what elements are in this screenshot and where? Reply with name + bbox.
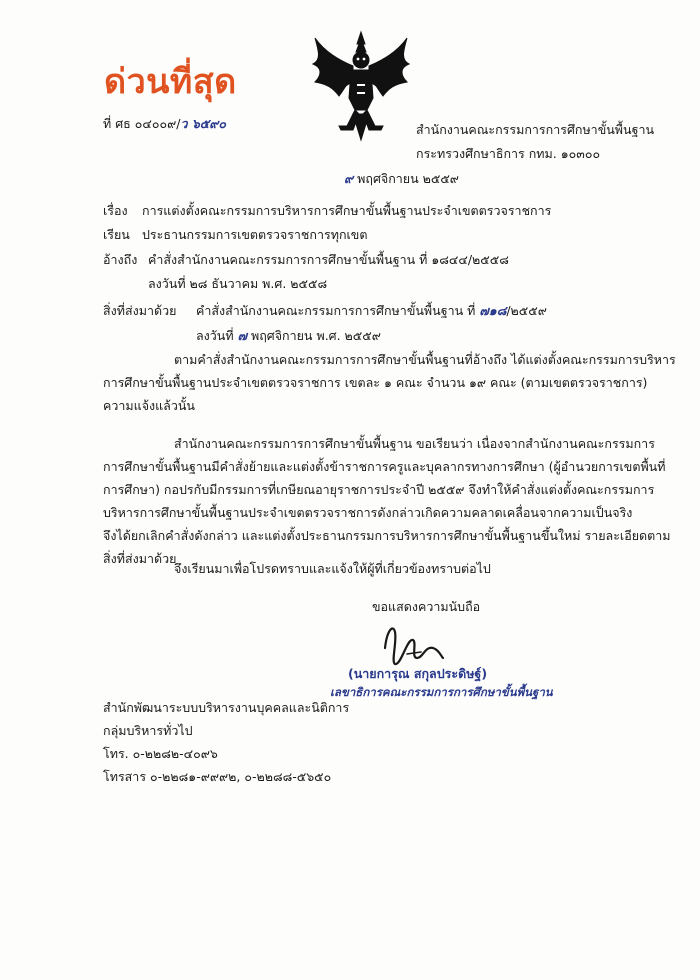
- signer-title: เลขาธิการคณะกรรมการการศึกษาขั้นพื้นฐาน: [330, 685, 553, 699]
- enclosure-line-2: [196, 328, 381, 344]
- enclosure-label: สิ่งที่ส่งมาด้วย: [103, 303, 177, 318]
- enclosure-line-1-suffix: /๒๕๕๙: [506, 303, 547, 318]
- signature-icon: [377, 618, 447, 670]
- paragraph-2-line-1: สำนักงานคณะกรรมการการศึกษาขั้นพื้นฐาน ขอเรียนว่า เนื่องจากสำนักงานคณะกรรมการ: [174, 436, 655, 451]
- sender-line-2: กระทรวงศึกษาธิการ กทม. ๑๐๓๐๐: [416, 146, 601, 161]
- signer-name: (นายการุณ สกุลประดิษฐ์): [348, 666, 488, 681]
- doc-number: [103, 116, 226, 132]
- paragraph-2-line-5: จึงได้ยกเลิกคำสั่งดังกล่าว และแต่งตั้งประธานกรรมการบริหารการศึกษาขั้นพื้นฐานขึ้นใหม่ รายละเอียดตาม: [103, 528, 671, 543]
- reference-line-2: ลงวันที่ ๒๘ ธันวาคม พ.ศ. ๒๕๕๘: [148, 276, 328, 291]
- garuda-emblem-icon: [309, 30, 413, 142]
- enclosure-line-1: [196, 303, 547, 319]
- enclosure-line-1-prefix: คำสั่งสำนักงานคณะกรรมการการศึกษาขั้นพื้นฐาน ที่: [196, 303, 476, 318]
- urgency-stamp: ด่วนที่สุด: [104, 62, 237, 102]
- subject-label: เรื่อง: [103, 203, 128, 218]
- recipient-label: เรียน: [103, 227, 130, 242]
- footer-phone: โทร. ๐-๒๒๘๒-๔๐๙๖: [103, 746, 218, 761]
- recipient-text: ประธานกรรมการเขตตรวจราชการทุกเขต: [142, 227, 368, 242]
- letter-date: [344, 171, 459, 187]
- date-day-handwritten: ๙: [344, 171, 354, 186]
- paragraph-1-line-2: การศึกษาขั้นพื้นฐานประจำเขตตรวจราชการ เขตละ ๑ คณะ จำนวน ๑๙ คณะ (ตามเขตตรวจราชการ): [103, 375, 648, 390]
- doc-number-prefix: ที่ ศธ ๐๔๐๐๙/: [103, 116, 181, 131]
- sender-line-1: สำนักงานคณะกรรมการการศึกษาขั้นพื้นฐาน: [416, 122, 655, 137]
- paragraph-3: จึงเรียนมาเพื่อโปรดทราบและแจ้งให้ผู้ที่เกี่ยวข้องทราบต่อไป: [174, 561, 491, 576]
- paragraph-1-line-3: ความแจ้งแล้วนั้น: [103, 398, 195, 413]
- footer-office: สำนักพัฒนาระบบบริหารงานบุคคลและนิติการ: [103, 700, 350, 715]
- enclosure-line-2-suffix: พฤศจิกายน พ.ศ. ๒๕๕๙: [250, 328, 381, 343]
- footer-group: กลุ่มบริหารทั่วไป: [103, 723, 193, 738]
- paragraph-2-line-4: บริหารการศึกษาขั้นพื้นฐานประจำเขตตรวจราชการดังกล่าวเกิดความคลาดเคลื่อนจากความเป็นจริง: [103, 505, 633, 520]
- enclosure-day-handwritten: ๗: [237, 328, 247, 343]
- paragraph-1-line-1: ตามคำสั่งสำนักงานคณะกรรมการการศึกษาขั้นพื้นฐานที่อ้างถึง ได้แต่งตั้งคณะกรรมการบริหาร: [174, 352, 676, 367]
- enclosure-line-2-prefix: ลงวันที่: [196, 328, 234, 343]
- enclosure-number-handwritten: ๗๑๘: [479, 303, 507, 318]
- paragraph-2-line-2: การศึกษาขั้นพื้นฐานมีคำสั่งย้ายและแต่งตั้งข้าราชการครูและบุคลากรทางการศึกษา (ผู้อำนวยการเขตพื้นที่: [103, 459, 666, 474]
- date-month-year: พฤศจิกายน ๒๕๕๙: [357, 171, 459, 186]
- reference-line-1: คำสั่งสำนักงานคณะกรรมการการศึกษาขั้นพื้นฐาน ที่ ๑๘๔๔/๒๕๕๘: [148, 252, 509, 267]
- reference-label: อ้างถึง: [103, 252, 138, 267]
- paragraph-2-line-3: การศึกษา) กอปรกับมีกรรมการที่เกษียณอายุราชการประจำปี ๒๕๕๙ จึงทำให้คำสั่งแต่งตั้งคณะกรรมการ: [103, 482, 655, 497]
- subject-text: การแต่งตั้งคณะกรรมการบริหารการศึกษาขั้นพื้นฐานประจำเขตตรวจราชการ: [142, 203, 552, 218]
- closing-line: ขอแสดงความนับถือ: [372, 599, 481, 614]
- footer-fax: โทรสาร ๐-๒๒๘๑-๙๙๙๒, ๐-๒๒๘๘-๕๖๕๐: [103, 769, 332, 784]
- doc-number-handwritten: ว ๖๕๙๐: [180, 116, 227, 131]
- paragraph-2-line-6: สิ่งที่ส่งมาด้วย: [103, 551, 177, 566]
